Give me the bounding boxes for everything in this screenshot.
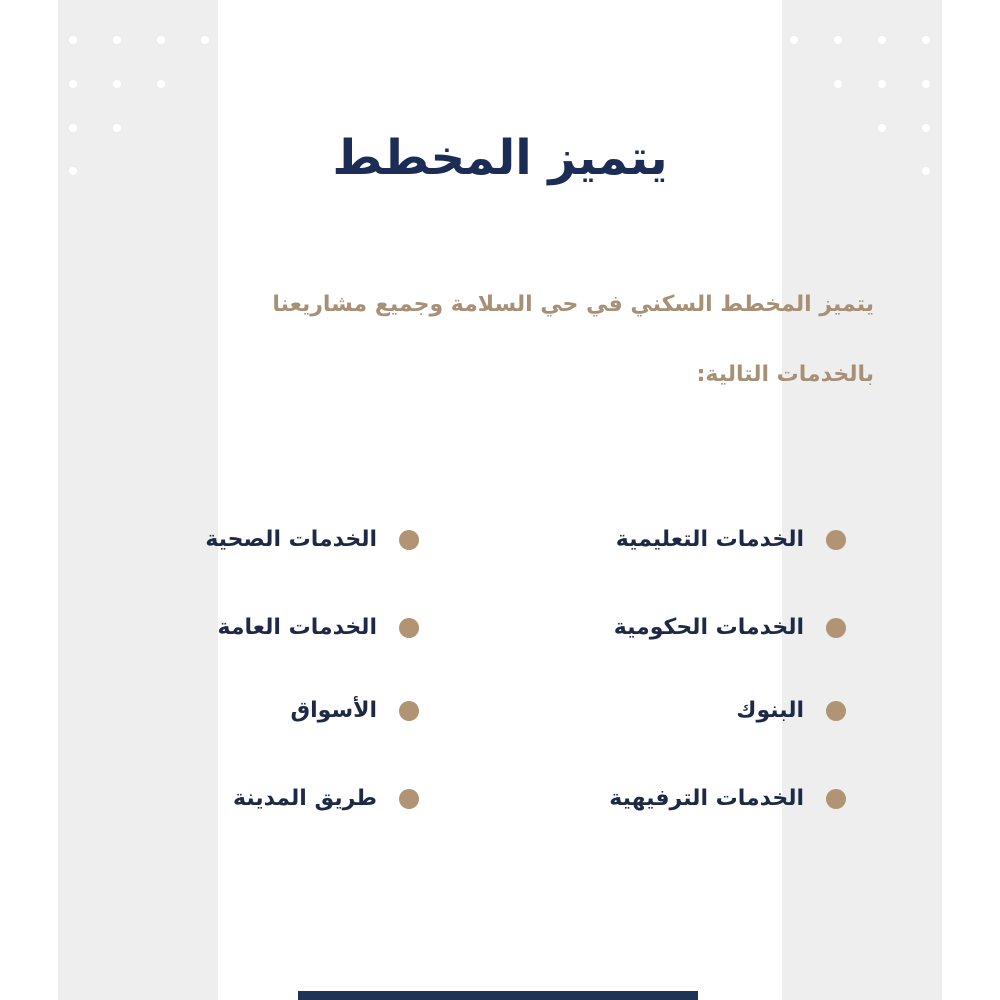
service-label: الخدمات الحكومية	[613, 615, 804, 640]
bullet-icon	[399, 789, 419, 809]
decor-dot	[113, 36, 121, 44]
service-label: الخدمات الصحية	[205, 527, 377, 552]
service-item-banks	[736, 698, 846, 723]
service-label: طريق المدينة	[233, 786, 377, 811]
decor-dot	[922, 36, 930, 44]
decor-dot	[878, 124, 886, 132]
left-side-panel	[58, 0, 218, 1000]
service-label: الأسواق	[290, 698, 377, 723]
service-item-entertainment	[609, 786, 846, 811]
decor-dot	[922, 167, 930, 175]
decor-dot	[113, 80, 121, 88]
decor-dot	[69, 124, 77, 132]
intro-text-line-2: بالخدمات التالية:	[696, 362, 874, 387]
intro-text-line-1: يتميز المخطط السكني في حي السلامة وجميع مشاريعنا	[272, 292, 874, 317]
decor-dot	[922, 80, 930, 88]
decor-dot	[878, 36, 886, 44]
service-item-health	[205, 527, 419, 552]
decor-dot	[201, 36, 209, 44]
decor-dot	[157, 36, 165, 44]
bullet-icon	[399, 618, 419, 638]
decor-dot	[922, 124, 930, 132]
decor-dot	[69, 167, 77, 175]
decor-dot	[113, 124, 121, 132]
service-label: الخدمات العامة	[217, 615, 377, 640]
bullet-icon	[399, 530, 419, 550]
decor-dot	[157, 80, 165, 88]
bottom-accent-bar	[298, 991, 698, 1000]
service-label: الخدمات الترفيهية	[609, 786, 804, 811]
decor-dot	[69, 80, 77, 88]
decor-dot	[878, 80, 886, 88]
service-item-government	[614, 615, 846, 640]
right-side-panel	[782, 0, 942, 1000]
decor-dot	[69, 36, 77, 44]
decor-dot	[834, 80, 842, 88]
bullet-icon	[399, 701, 419, 721]
page-title: يتميز المخطط	[332, 130, 668, 186]
service-item-madinah-road	[233, 786, 419, 811]
decor-dot	[834, 36, 842, 44]
bullet-icon	[826, 530, 846, 550]
decor-dot	[790, 36, 798, 44]
service-item-public	[218, 615, 419, 640]
service-item-education	[616, 527, 846, 552]
service-label: البنوك	[736, 698, 804, 723]
bullet-icon	[826, 618, 846, 638]
service-label: الخدمات التعليمية	[615, 527, 804, 552]
service-item-markets	[290, 698, 419, 723]
bullet-icon	[826, 701, 846, 721]
bullet-icon	[826, 789, 846, 809]
